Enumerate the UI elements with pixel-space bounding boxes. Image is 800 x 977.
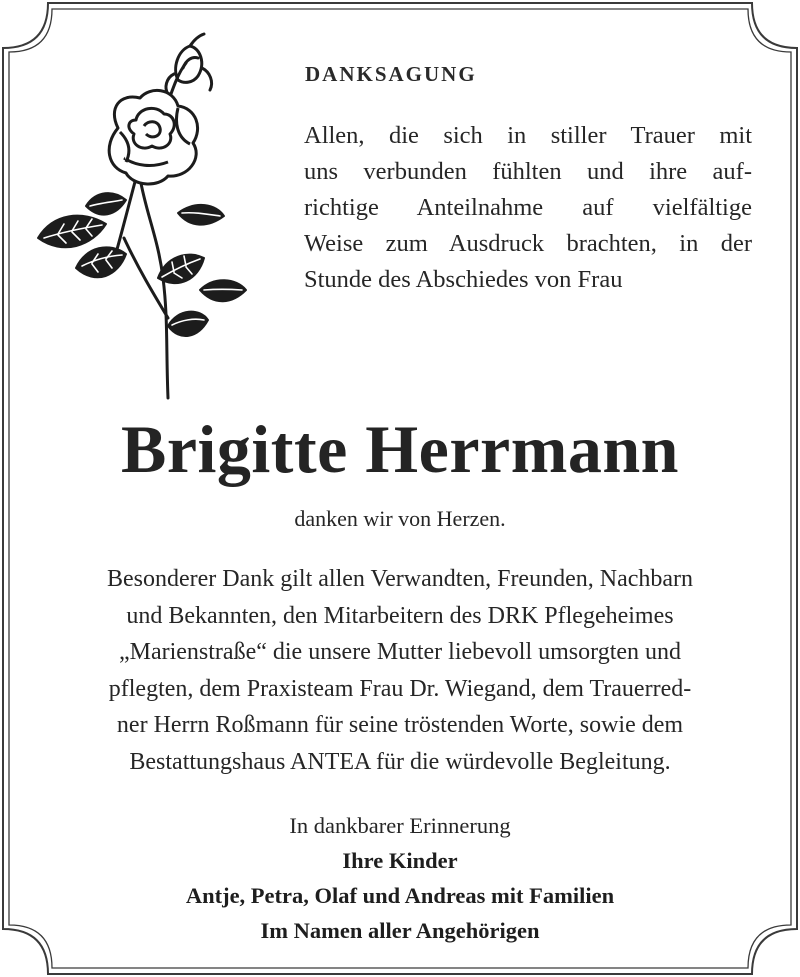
intro-line: Allen, die sich in stiller Trauer mit xyxy=(304,122,752,149)
intro-line: uns verbunden fühlten und ihre auf- xyxy=(304,158,752,185)
acknowledgement-line: „Marienstraße“ die unsere Mutter liebevoll umsorgten und xyxy=(118,639,682,666)
intro-paragraph xyxy=(304,118,752,298)
acknowledgement-line: und Bekannten, den Mitarbeitern des DRK Pflegeheimes xyxy=(126,602,674,629)
acknowledgement-line: ner Herrn Roßmann für seine tröstenden Worte, sowie dem xyxy=(116,712,684,739)
signers-names: Antje, Petra, Olaf und Andreas mit Familien xyxy=(185,883,615,908)
intro-line: Stunde des Abschiedes von Frau xyxy=(304,266,623,293)
closing-block xyxy=(0,808,800,948)
thanks-line: danken wir von Herzen. xyxy=(294,506,506,531)
signers-title: Ihre Kinder xyxy=(342,848,458,873)
rose-icon xyxy=(28,28,258,403)
notice-heading: DANKSAGUNG xyxy=(305,62,477,86)
deceased-name: Brigitte Herrmann xyxy=(120,411,679,487)
acknowledgement-line: pflegten, dem Praxisteam Frau Dr. Wiegand, dem Trauerred- xyxy=(108,675,692,702)
acknowledgement-line: Bestattungshaus ANTEA für die würdevolle Begleitung. xyxy=(129,748,671,775)
intro-line: Weise zum Ausdruck brachten, in der xyxy=(304,230,752,257)
acknowledgement-line: Besonderer Dank gilt allen Verwandten, Freunden, Nachbarn xyxy=(106,566,694,592)
signers-footer: Im Namen aller Angehörigen xyxy=(260,918,540,943)
acknowledgement-paragraph xyxy=(40,561,760,781)
remembrance-line: In dankbarer Erinnerung xyxy=(289,813,511,838)
intro-line: richtige Anteilnahme auf vielfältige xyxy=(304,194,752,221)
